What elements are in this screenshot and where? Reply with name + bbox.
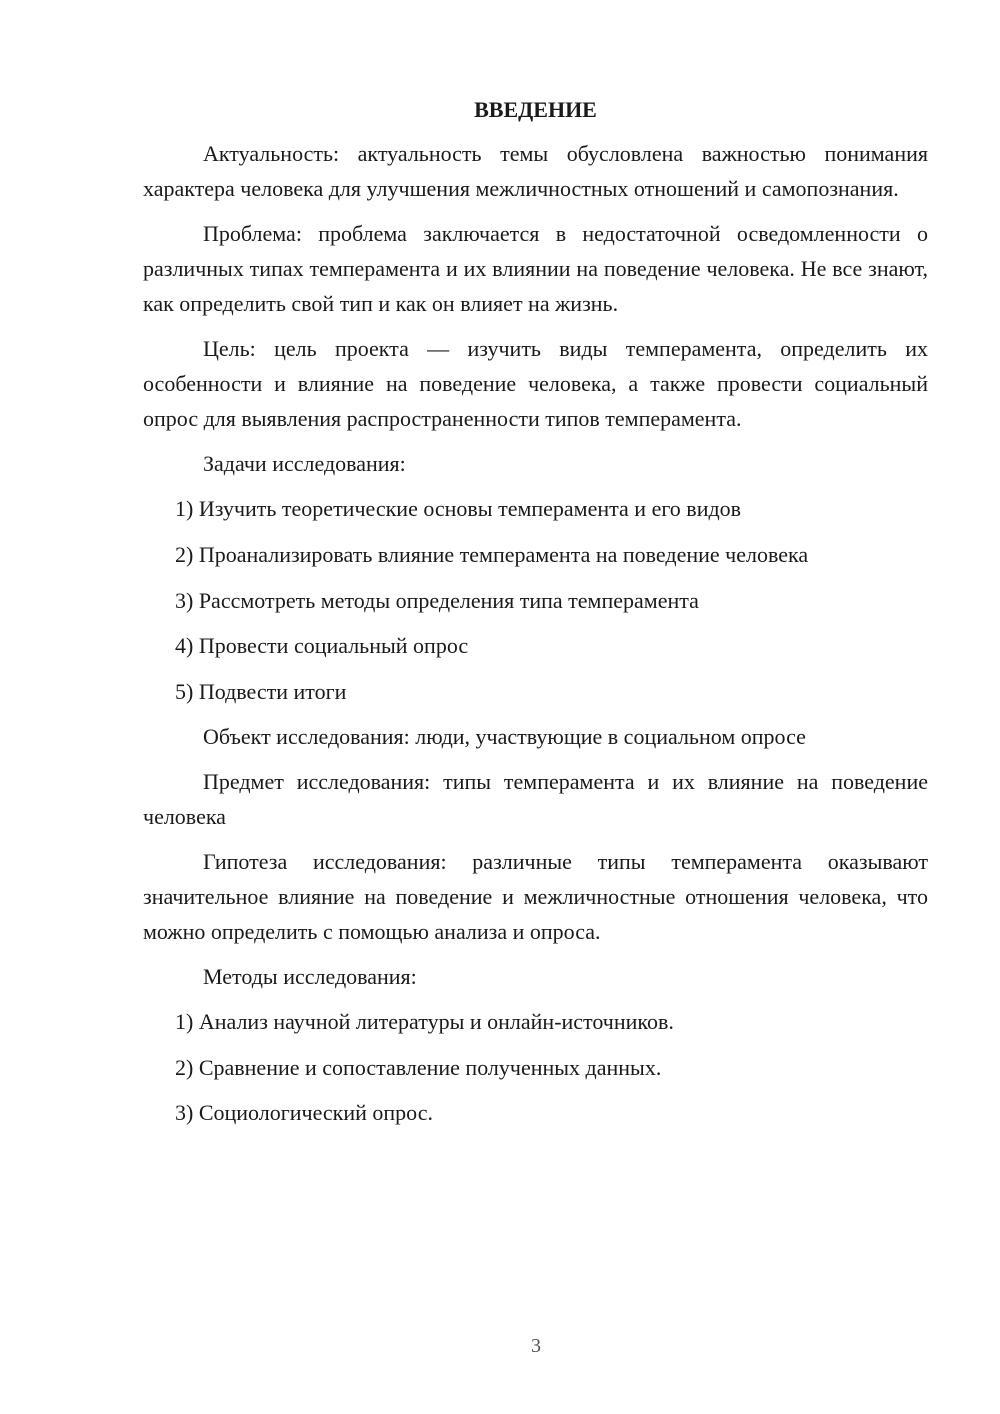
task-item: 5) Подвести итоги [175, 678, 347, 704]
object-paragraph: Объект исследования: люди, участвующие в социальном опросе [203, 724, 806, 750]
document-page [143, 94, 928, 1141]
goal-paragraph: Цель: цель проекта — изучить виды темперамента, определить их особенности и влияние на поведение человека, а также провести социальный опрос для выявления распространенности типов темперамента. [143, 336, 928, 432]
page-number: 3 [531, 1335, 541, 1357]
method-item: 3) Социологический опрос. [175, 1100, 433, 1126]
hypothesis-paragraph: Гипотеза исследования: различные типы темперамента оказывают значительное влияние на поведение и межличностные отношения человека, что можно определить с помощью анализа и опроса. [143, 848, 928, 945]
task-item: 2) Проанализировать влияние темперамента на поведение человека [175, 541, 809, 567]
task-item: 4) Провести социальный опрос [175, 633, 469, 659]
task-item: 3) Рассмотреть методы определения типа темперамента [175, 587, 699, 613]
subject-paragraph: Предмет исследования: типы темперамента и их влияние на поведение человека [143, 769, 928, 830]
relevance-paragraph: Актуальность: актуальность темы обусловлена важностью понимания характера человека для улучшения межличностных отношений и самопознания. [143, 141, 928, 202]
task-item: 1) Изучить теоретические основы темперамента и его видов [175, 496, 742, 522]
method-item: 2) Сравнение и сопоставление полученных данных. [175, 1054, 662, 1080]
page-title: ВВЕДЕНИЕ [474, 97, 597, 122]
method-item: 1) Анализ научной литературы и онлайн-источников. [175, 1009, 674, 1035]
problem-paragraph: Проблема: проблема заключается в недостаточной осведомленности о различных типах темперамента и их влиянии на поведение человека. Не все знают, как определить свой тип и как он влияет на жизнь. [143, 220, 928, 317]
methods-label: Методы исследования: [203, 964, 417, 990]
tasks-label: Задачи исследования: [203, 451, 406, 477]
